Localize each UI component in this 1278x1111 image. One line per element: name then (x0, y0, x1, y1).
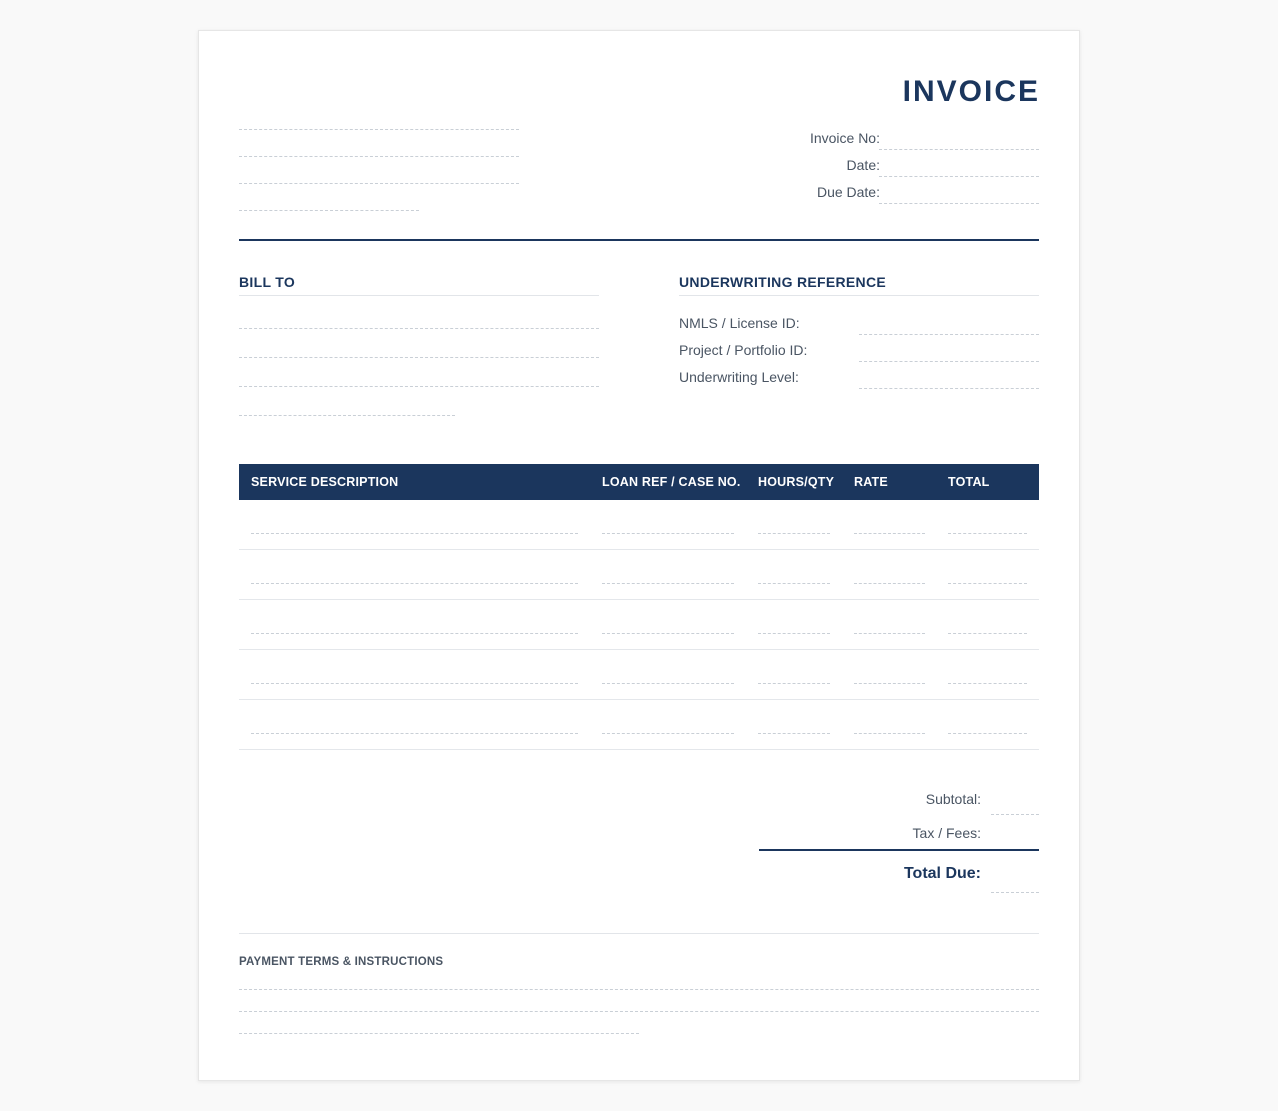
cell-total[interactable] (948, 683, 1027, 684)
subtotal-field[interactable] (991, 814, 1039, 815)
bill-to-line-3[interactable] (239, 386, 599, 387)
date-label: Date: (846, 157, 880, 173)
cell-total[interactable] (948, 633, 1027, 634)
sender-address-line-2[interactable] (239, 156, 519, 157)
bill-to-line-2[interactable] (239, 357, 599, 358)
cell-service-description[interactable] (251, 733, 578, 734)
cell-hours-qty[interactable] (758, 533, 830, 534)
bill-to-line-4[interactable] (239, 415, 455, 416)
row-divider (239, 749, 1039, 750)
underwriting-rule (679, 295, 1039, 296)
sender-address-line-3[interactable] (239, 183, 519, 184)
project-portfolio-label: Project / Portfolio ID: (679, 342, 808, 358)
payment-terms-line-2[interactable] (239, 1011, 1039, 1012)
col-total: TOTAL (948, 475, 990, 489)
invoice-page (198, 30, 1080, 1081)
bill-to-heading: BILL TO (239, 274, 296, 290)
bill-to-rule (239, 295, 599, 296)
cell-loan-ref[interactable] (602, 633, 734, 634)
row-divider (239, 699, 1039, 700)
sender-address-line-4[interactable] (239, 210, 419, 211)
col-service-description: SERVICE DESCRIPTION (251, 475, 399, 489)
row-divider (239, 649, 1039, 650)
cell-hours-qty[interactable] (758, 583, 830, 584)
col-rate: RATE (854, 475, 888, 489)
cell-service-description[interactable] (251, 533, 578, 534)
underwriting-level-label: Underwriting Level: (679, 369, 799, 385)
cell-rate[interactable] (854, 633, 925, 634)
cell-total[interactable] (948, 533, 1027, 534)
col-loan-ref: LOAN REF / CASE NO. (602, 475, 741, 489)
payment-terms-heading: PAYMENT TERMS & INSTRUCTIONS (239, 956, 444, 968)
cell-rate[interactable] (854, 683, 925, 684)
bill-to-line-1[interactable] (239, 328, 599, 329)
cell-service-description[interactable] (251, 633, 578, 634)
total-due-label: Total Due: (903, 865, 981, 882)
cell-loan-ref[interactable] (602, 733, 734, 734)
col-hours-qty: HOURS/QTY (758, 475, 835, 489)
nmls-license-field[interactable] (859, 334, 1039, 335)
cell-hours-qty[interactable] (758, 683, 830, 684)
project-portfolio-field[interactable] (859, 361, 1039, 362)
cell-service-description[interactable] (251, 583, 578, 584)
header-divider (239, 239, 1039, 241)
cell-loan-ref[interactable] (602, 533, 734, 534)
payment-terms-line-3[interactable] (239, 1033, 639, 1034)
invoice-title: INVOICE (902, 75, 1040, 108)
cell-rate[interactable] (854, 533, 925, 534)
payment-terms-rule (239, 933, 1039, 934)
tax-fees-label: Tax / Fees: (912, 825, 981, 841)
invoice-no-label: Invoice No: (809, 130, 880, 146)
row-divider (239, 599, 1039, 600)
cell-rate[interactable] (854, 583, 925, 584)
summary-divider (759, 849, 1039, 851)
cell-hours-qty[interactable] (758, 633, 830, 634)
underwriting-heading: UNDERWRITING REFERENCE (679, 274, 887, 290)
payment-terms-line-1[interactable] (239, 989, 1039, 990)
cell-total[interactable] (948, 583, 1027, 584)
cell-service-description[interactable] (251, 683, 578, 684)
invoice-no-field[interactable] (879, 149, 1039, 150)
total-due-field[interactable] (991, 892, 1039, 893)
subtotal-label: Subtotal: (925, 791, 981, 807)
row-divider (239, 549, 1039, 550)
line-items-table-header (239, 464, 1039, 500)
cell-loan-ref[interactable] (602, 683, 734, 684)
nmls-license-label: NMLS / License ID: (679, 315, 800, 331)
cell-rate[interactable] (854, 733, 925, 734)
underwriting-level-field[interactable] (859, 388, 1039, 389)
cell-loan-ref[interactable] (602, 583, 734, 584)
date-field[interactable] (879, 176, 1039, 177)
due-date-label: Due Date: (816, 184, 880, 200)
cell-total[interactable] (948, 733, 1027, 734)
due-date-field[interactable] (879, 203, 1039, 204)
cell-hours-qty[interactable] (758, 733, 830, 734)
sender-address-line-1[interactable] (239, 129, 519, 130)
